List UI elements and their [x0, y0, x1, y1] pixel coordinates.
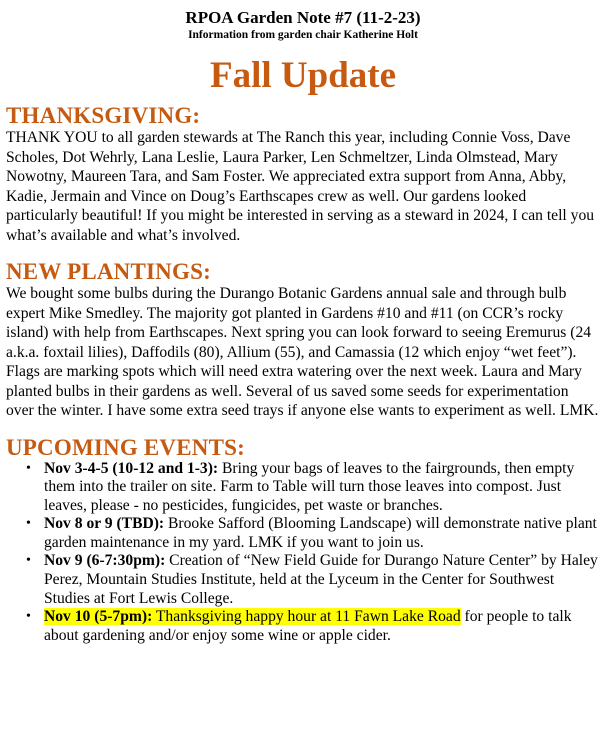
event-item [26, 459, 600, 516]
event-item [26, 608, 600, 645]
bullet-icon: • [26, 460, 31, 476]
event-highlighted-text: Thanksgiving happy hour at 11 Fawn Lake Road [152, 608, 461, 626]
main-title: Fall Update [209, 55, 397, 96]
section-new-plantings [6, 260, 600, 421]
thanksgiving-paragraph: THANK YOU to all garden stewards at The Ranch this year, including Connie Voss, Dave Scholes, Dot Wehrly, Lana Leslie, Laura Parker, Len Schmeltzer, Linda Olmstead, Mary Nowotny, Maureen Tara, and Sam Foster. We appreciated extra support from Anna, Abby, Kadie, Jermain and Vince on Doug’s Earthscapes crew as well. Our gardens looked particularly beautiful! If you might be interested in serving as a steward in 2024, I can tell you what’s available and what’s involved. [6, 129, 595, 244]
event-date-highlighted: Nov 10 (5-7pm): [44, 608, 153, 626]
event-item [26, 552, 600, 608]
event-date: Nov 8 or 9 (TBD): [44, 515, 165, 533]
section-heading-upcoming-events: UPCOMING EVENTS: [6, 434, 245, 460]
event-date: Nov 9 (6-7:30pm): [44, 552, 166, 570]
section-upcoming-events [6, 436, 600, 646]
section-heading-new-plantings: NEW PLANTINGS: [6, 259, 211, 284]
bullet-icon: • [26, 609, 31, 625]
event-date: Nov 3-4-5 (10-12 and 1-3): [44, 459, 219, 477]
new-plantings-paragraph: We bought some bulbs during the Durango Botanic Gardens annual sale and through bulb expert Mike Smedley. The majority got planted in Gardens #10 and #11 (on CCR’s rocky island) with help from Earthscapes. Next spring you can look forward to seeing Eremurus (24 a.k.a. foxtail lilies), Daffodils (80), Allium (55), and Camassia (12 which enjoy “wet feet”). Flags are marking spots which will need extra watering over the next week. Laura and Mary planted bulbs in their gardens as well. Several of us saved some seeds for experimentation over the winter. I have some extra seed trays if anyone else wants to experiment as well. LMK. [6, 285, 599, 419]
newsletter-subtitle: Information from garden chair Katherine Holt [188, 29, 418, 41]
section-heading-thanksgiving: THANKSGIVING: [6, 103, 201, 128]
event-description: for people to talk about gardening and/or enjoy some wine or apple cider. [44, 608, 572, 644]
events-list [6, 460, 600, 646]
event-description: Bring your bags of leaves to the fairgrounds, then empty them into the trailer on site. Farm to Table will turn those leaves into compost. Just leaves, please - no pesticides, fungicides, pet waste or branches. [44, 459, 575, 514]
event-item [26, 515, 600, 552]
bullet-icon: • [26, 516, 31, 532]
event-description: Creation of “New Field Guide for Durango Nature Center” by Haley Perez, Mountain Studies Institute, held at the Lyceum in the Center for Southwest Studies at Fort Lewis College. [44, 552, 598, 607]
event-description: Brooke Safford (Blooming Landscape) will demonstrate native plant garden maintenance in my yard. LMK if you want to join us. [44, 515, 597, 551]
bullet-icon: • [26, 553, 31, 569]
newsletter-title: RPOA Garden Note #7 (11-2-23) [185, 8, 421, 27]
section-thanksgiving [6, 104, 600, 245]
